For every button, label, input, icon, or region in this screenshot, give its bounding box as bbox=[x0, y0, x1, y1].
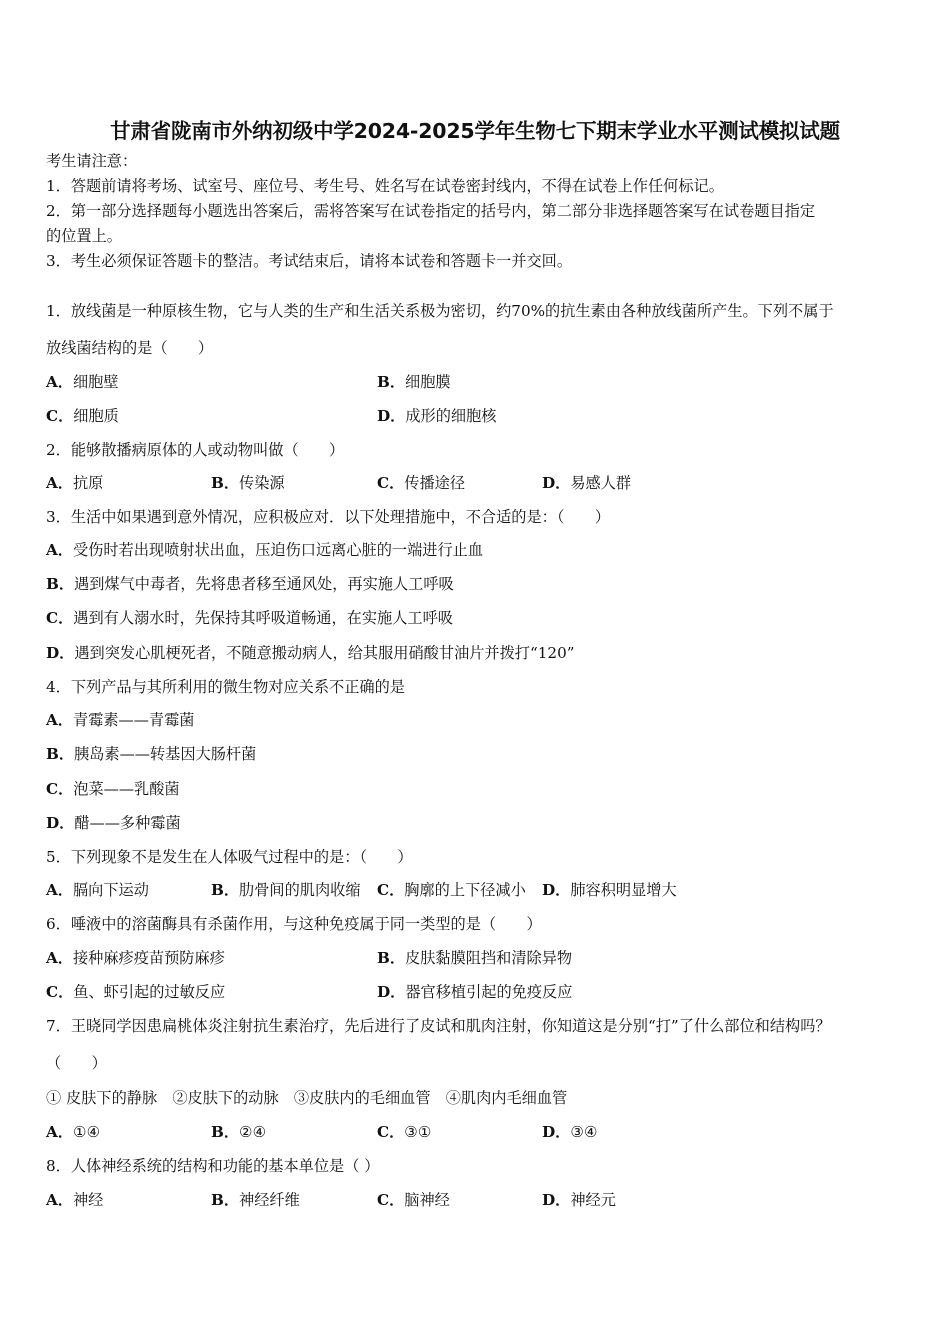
question-4-option-d: D．醋——多种霉菌 bbox=[46, 814, 181, 832]
question-8-option-b: B．神经纤维 bbox=[211, 1191, 300, 1209]
question-2-option-c: C．传播途径 bbox=[377, 474, 466, 492]
notice-item-2-cont: 的位置上。 bbox=[46, 227, 122, 245]
question-6-stem: 6．唾液中的溶菌酶具有杀菌作用，与这种免疫属于同一类型的是（ ） bbox=[46, 915, 542, 933]
question-7-choices: ① 皮肤下的静脉 ②皮肤下的动脉 ③皮肤内的毛细血管 ④肌肉内毛细血管 bbox=[46, 1089, 568, 1107]
question-3-option-c: C．遇到有人溺水时，先保持其呼吸道畅通，在实施人工呼吸 bbox=[46, 609, 453, 627]
question-1-option-d: D．成形的细胞核 bbox=[377, 407, 497, 425]
question-1-option-b: B．细胞膜 bbox=[377, 373, 451, 391]
question-8-stem: 8．人体神经系统的结构和功能的基本单位是（ ） bbox=[46, 1157, 380, 1175]
question-2-option-b: B．传染源 bbox=[211, 474, 285, 492]
question-4-stem: 4．下列产品与其所利用的微生物对应关系不正确的是 bbox=[46, 678, 405, 696]
question-5-option-c: C．胸廓的上下径减小 bbox=[377, 881, 526, 899]
question-6-option-a: A．接种麻疹疫苗预防麻疹 bbox=[46, 949, 225, 967]
question-1-option-a: A．细胞壁 bbox=[46, 373, 119, 391]
question-1-option-c: C．细胞质 bbox=[46, 407, 119, 425]
question-1-stem-cont: 放线菌结构的是（ ） bbox=[46, 339, 214, 357]
question-3-option-a: A．受伤时若出现喷射状出血，压迫伤口远离心脏的一端进行止血 bbox=[46, 541, 484, 559]
question-3-option-d: D．遇到突发心肌梗死者，不随意搬动病人，给其服用硝酸甘油片并拨打“120” bbox=[46, 644, 575, 662]
notice-item-2: 2．第一部分选择题每小题选出答案后，需将答案写在试卷指定的括号内，第二部分非选择题答案写在试卷题目指定 bbox=[46, 202, 816, 220]
notice-heading: 考生请注意： bbox=[46, 152, 138, 170]
question-6-option-c: C．鱼、虾引起的过敏反应 bbox=[46, 983, 226, 1001]
question-5-option-b: B．肋骨间的肌肉收缩 bbox=[211, 881, 361, 899]
question-5-stem: 5．下列现象不是发生在人体吸气过程中的是：（ ） bbox=[46, 848, 413, 866]
question-2-stem: 2．能够散播病原体的人或动物叫做（ ） bbox=[46, 441, 345, 459]
notice-item-3: 3．考生必须保证答题卡的整洁。考试结束后，请将本试卷和答题卡一并交回。 bbox=[46, 252, 573, 270]
question-4-option-a: A．青霉素——青霉菌 bbox=[46, 711, 195, 729]
question-7-stem-cont: （ ） bbox=[46, 1054, 107, 1072]
question-7-stem: 7．王晓同学因患扁桃体炎注射抗生素治疗，先后进行了皮试和肌肉注射，你知道这是分别“打”了什么部位和结构吗？ bbox=[46, 1017, 831, 1035]
question-5-option-a: A．膈向下运动 bbox=[46, 881, 149, 899]
question-6-option-b: B．皮肤黏膜阻挡和清除异物 bbox=[377, 949, 573, 967]
question-3-option-b: B．遇到煤气中毒者，先将患者移至通风处，再实施人工呼吸 bbox=[46, 575, 454, 593]
question-7-option-b: B．②④ bbox=[211, 1123, 267, 1141]
question-1-stem: 1．放线菌是一种原核生物，它与人类的生产和生活关系极为密切，约70%的抗生素由各种放线菌所产生。下列不属于 bbox=[46, 302, 834, 320]
question-8-option-d: D．神经元 bbox=[542, 1191, 616, 1209]
question-4-option-b: B．胰岛素——转基因大肠杆菌 bbox=[46, 745, 257, 763]
question-5-option-d: D．肺容积明显增大 bbox=[542, 881, 677, 899]
question-7-option-d: D．③④ bbox=[542, 1123, 598, 1141]
question-4-option-c: C．泡菜——乳酸菌 bbox=[46, 780, 180, 798]
question-8-option-c: C．脑神经 bbox=[377, 1191, 450, 1209]
question-2-option-d: D．易感人群 bbox=[542, 474, 632, 492]
question-2-option-a: A．抗原 bbox=[46, 474, 104, 492]
question-7-option-c: C．③① bbox=[377, 1123, 432, 1141]
question-3-stem: 3．生活中如果遇到意外情况，应积极应对．以下处理措施中，不合适的是：（ ） bbox=[46, 508, 611, 526]
notice-item-1: 1．答题前请将考场、试室号、座位号、考生号、姓名写在试卷密封线内，不得在试卷上作任何标记。 bbox=[46, 177, 724, 195]
question-7-option-a: A．①④ bbox=[46, 1123, 101, 1141]
question-6-option-d: D．器官移植引起的免疫反应 bbox=[377, 983, 573, 1001]
exam-title: 甘肃省陇南市外纳初级中学2024-2025学年生物七下期末学业水平测试模拟试题 bbox=[110, 119, 840, 143]
question-8-option-a: A．神经 bbox=[46, 1191, 104, 1209]
